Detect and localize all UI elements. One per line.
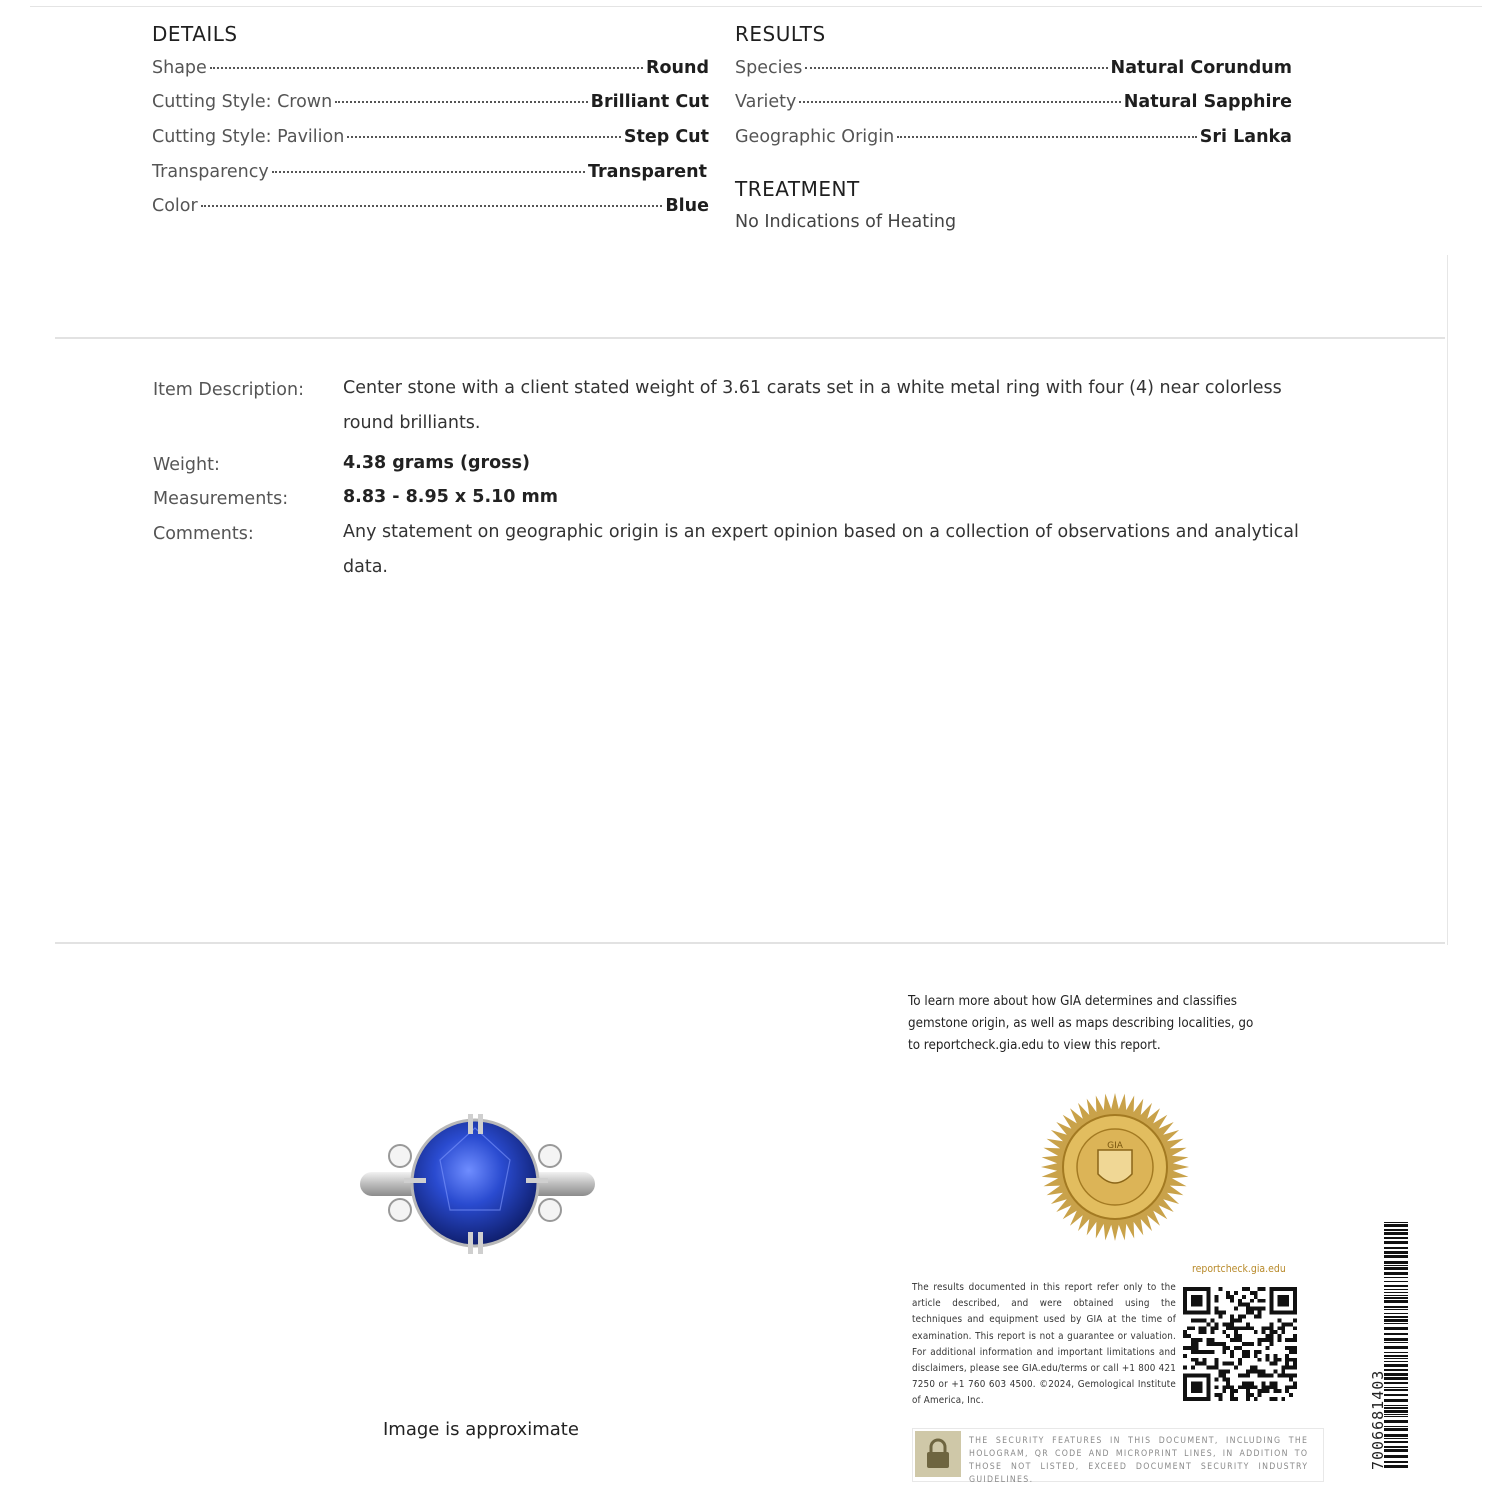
prong (468, 1232, 473, 1254)
image-caption: Image is approximate (383, 1419, 579, 1440)
serial-number: 7006681403 (1369, 1369, 1387, 1470)
row-label: Shape (152, 58, 207, 78)
details-row-pavilion (152, 127, 709, 151)
dot-leader (799, 101, 1120, 103)
ring-image (350, 1100, 610, 1270)
measurements-value: 8.83 - 8.95 x 5.10 mm (343, 487, 559, 507)
comments-value: Any statement on geographic origin is an expert opinion based on a collection of observations and analytical data. (343, 522, 1299, 577)
barcode-bars (1384, 1222, 1408, 1468)
row-label: Geographic Origin (735, 127, 895, 147)
seal-shield-icon (1098, 1150, 1132, 1183)
details-row-shape (152, 58, 709, 82)
dot-leader (201, 205, 663, 207)
security-note-text: THE SECURITY FEATURES IN THIS DOCUMENT, INCLUDING THE HOLOGRAM, QR CODE AND MICROPRINT LINES, IN ADDITION TO THOSE NOT LISTED, EXCEED DOCUMENT SECURITY INDUSTRY GUIDELINES. (969, 1436, 1309, 1485)
treatment-text: No Indications of Heating (735, 212, 957, 232)
row-value: Blue (665, 196, 709, 216)
lock-icon (915, 1431, 961, 1477)
learn-more-text: To learn more about how GIA determines and classifies gemstone origin, as well as maps describing localities, go to reportcheck.gia.edu to view this report. (908, 994, 1254, 1053)
results-row-species (735, 58, 1292, 82)
side-diamond (539, 1199, 561, 1221)
dot-leader (335, 101, 587, 103)
security-notice (912, 1428, 1324, 1485)
side-diamond (389, 1145, 411, 1167)
item-description-value: Center stone with a client stated weight of 3.61 carats set in a white metal ring with four (4) near colorless round brilliants. (343, 378, 1282, 433)
reportcheck-url: reportcheck.gia.edu (1192, 1262, 1286, 1275)
details-row-color (152, 196, 709, 220)
barcode (1384, 1222, 1408, 1470)
item-description-label: Item Description: (153, 380, 304, 400)
frame-right-border (1447, 255, 1448, 945)
results-heading: RESULTS (735, 22, 826, 46)
disclaimer-text: The results documented in this report refer only to the article described, and were obtained using the techniques and equipment used by GIA at the time of examination. This report is not a guarantee or valuation. For additional information and important limitations and disclaimers, please see GIA.edu/terms or call +1 800 421 7250 or +1 760 603 4500. ©2024, Gemological Institute of America, Inc. (912, 1282, 1176, 1407)
details-row-transparency (152, 162, 707, 186)
row-label: Transparency (152, 162, 269, 182)
details-heading: DETAILS (152, 22, 238, 46)
row-label: Color (152, 196, 198, 216)
weight-label: Weight: (153, 455, 220, 475)
row-value: Brilliant Cut (590, 92, 709, 112)
prong (404, 1178, 426, 1183)
dot-leader (347, 136, 621, 138)
row-value: Natural Corundum (1110, 58, 1292, 78)
qr-code[interactable] (1183, 1286, 1297, 1402)
row-label: Cutting Style: Pavilion (152, 127, 345, 147)
sapphire-stone (412, 1120, 538, 1246)
results-row-origin (735, 127, 1292, 151)
measurements-label: Measurements: (153, 489, 289, 509)
divider-upper (55, 337, 1445, 339)
dot-leader (897, 136, 1197, 138)
comments-label: Comments: (153, 524, 254, 544)
divider-lower (55, 942, 1445, 944)
details-row-crown (152, 92, 709, 116)
row-value: Sri Lanka (1199, 127, 1292, 147)
dot-leader (805, 67, 1107, 69)
gia-seal (1040, 1092, 1190, 1242)
lock-icon-glyph (915, 1431, 961, 1477)
prong (478, 1114, 483, 1134)
row-value: Natural Sapphire (1123, 92, 1292, 112)
prong (468, 1114, 473, 1134)
row-value: Transparent (588, 162, 707, 182)
seal-text: GIA (1107, 1141, 1123, 1151)
dot-leader (210, 67, 643, 69)
prong (478, 1232, 483, 1254)
row-label: Variety (735, 92, 797, 112)
row-value: Round (646, 58, 709, 78)
weight-value: 4.38 grams (gross) (343, 453, 530, 473)
side-diamond (389, 1199, 411, 1221)
side-diamond (539, 1145, 561, 1167)
row-value: Step Cut (623, 127, 709, 147)
dot-leader (272, 171, 585, 173)
row-label: Cutting Style: Crown (152, 92, 333, 112)
prong (526, 1178, 548, 1183)
top-border (30, 6, 1482, 7)
results-row-variety (735, 92, 1292, 116)
treatment-heading: TREATMENT (735, 177, 860, 201)
row-label: Species (735, 58, 803, 78)
